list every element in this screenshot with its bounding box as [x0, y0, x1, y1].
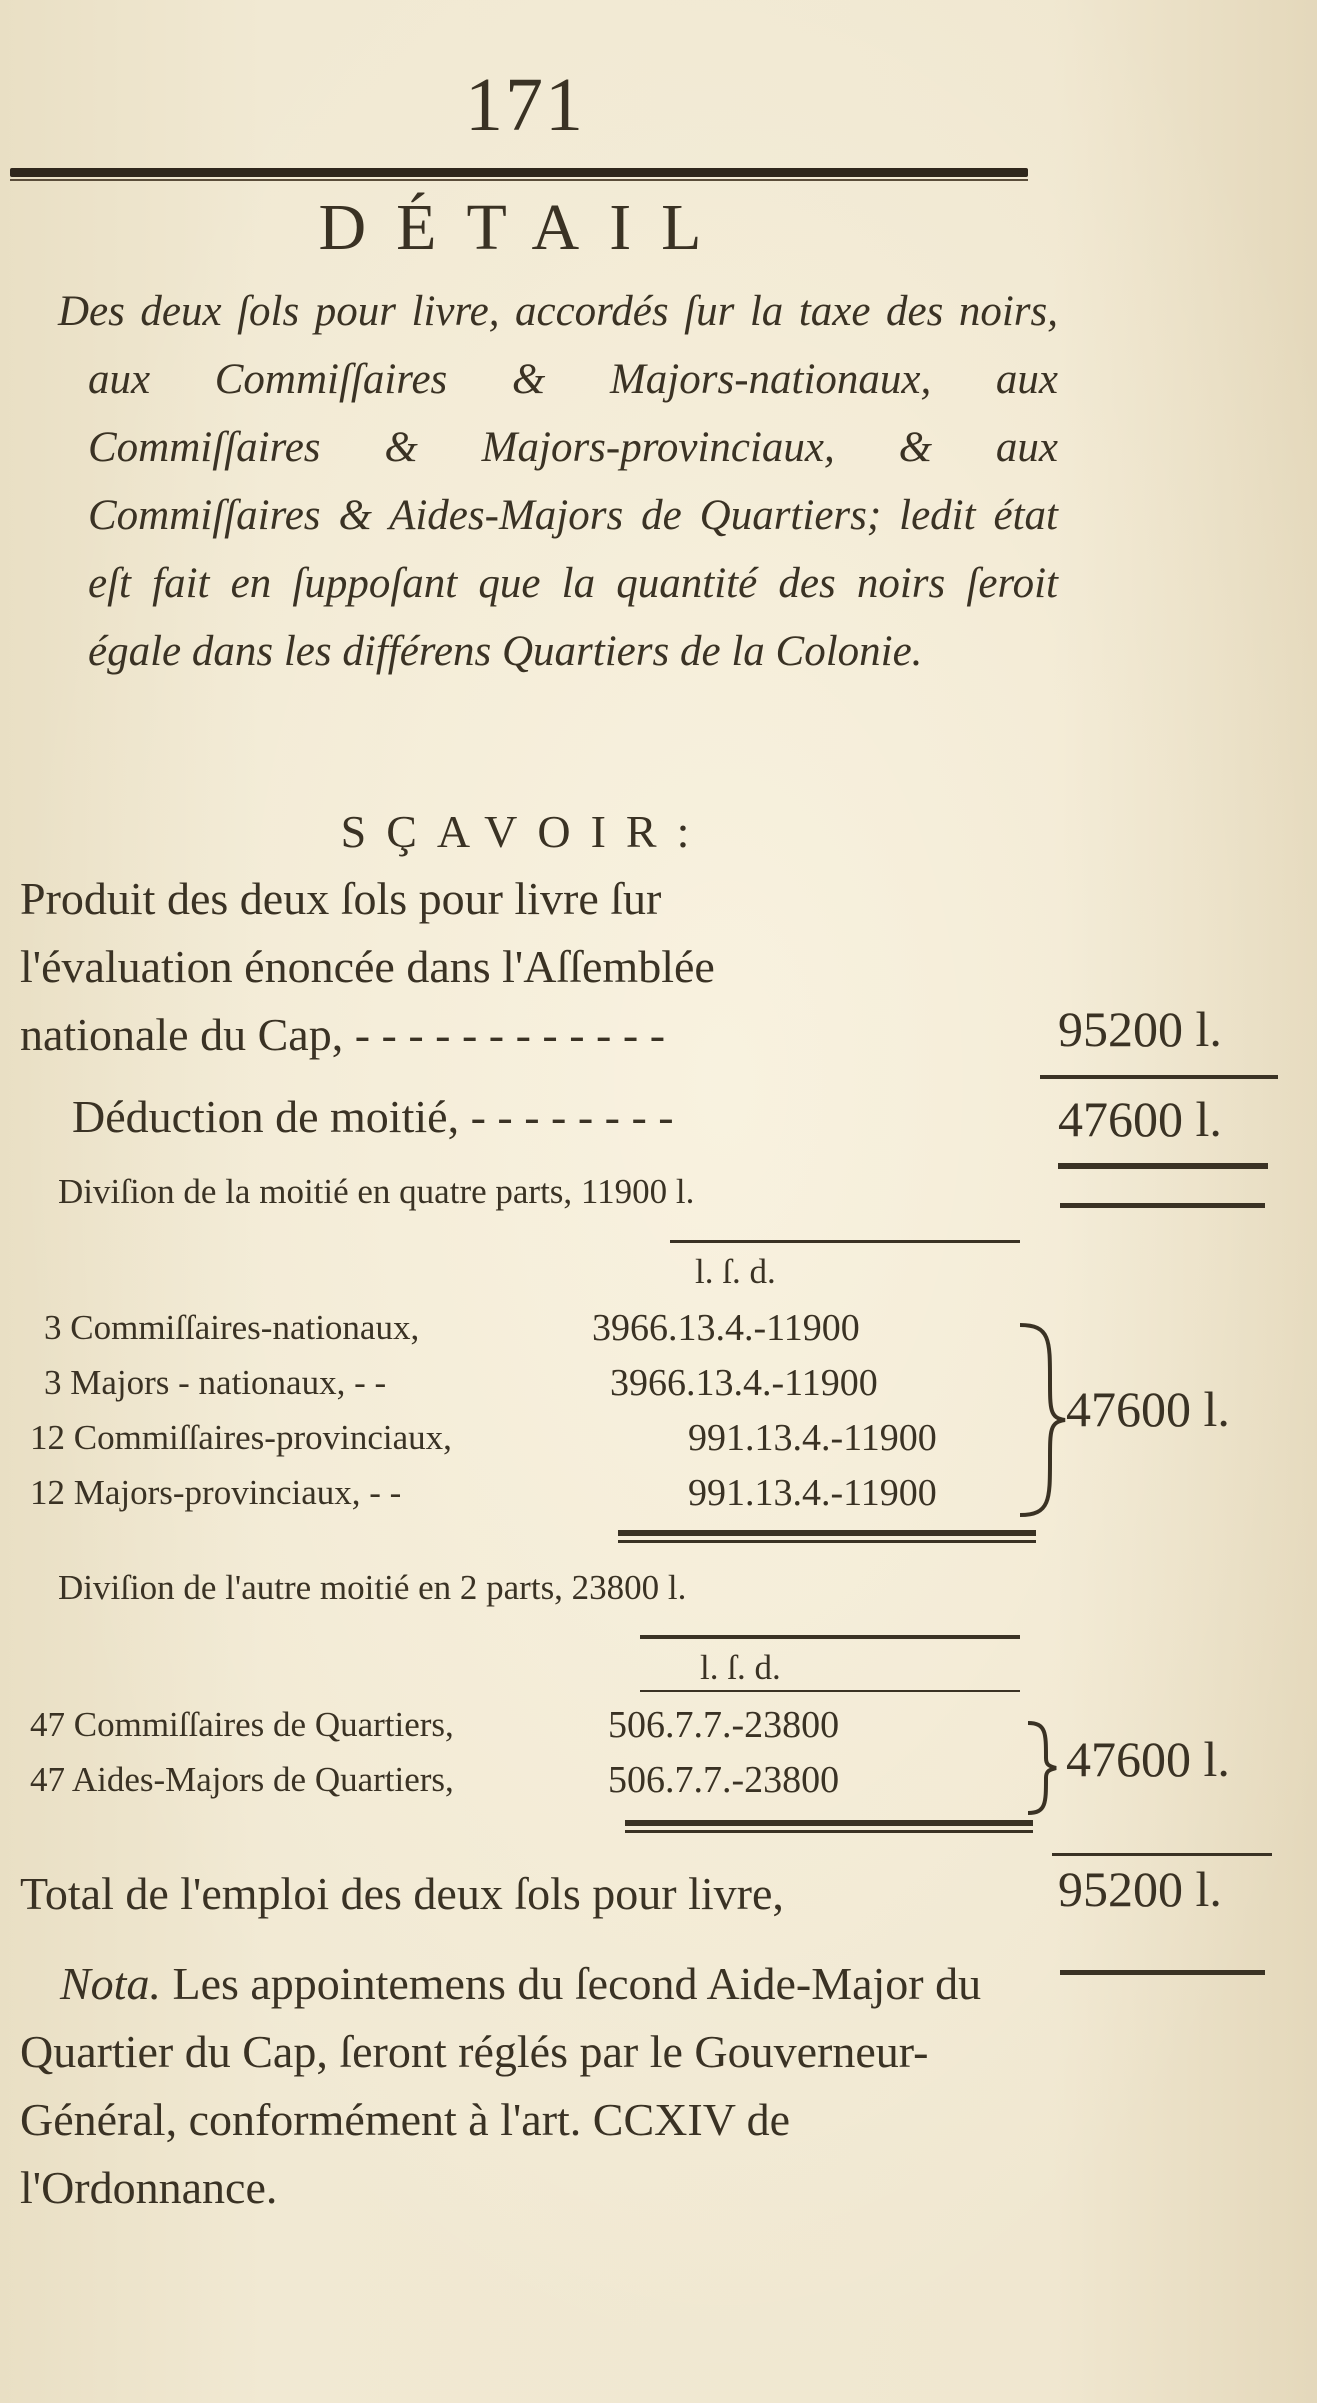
- division2-label: Diviſion de l'autre moitié en 2 parts, 23800 l.: [58, 1568, 687, 1607]
- produit-rule: [1040, 1075, 1278, 1079]
- division1-row-label: 12 Majors-provinciaux, - -: [30, 1473, 402, 1512]
- scavoir-heading: SÇAVOIR:: [340, 806, 710, 857]
- produit-line-2: l'évaluation énoncée dans l'Aſſemblée: [20, 941, 715, 992]
- total-amount: 95200 l.: [1058, 1861, 1222, 1917]
- header-rule: [10, 168, 1028, 177]
- page-number: 171: [465, 63, 585, 147]
- nota-paragraph: [20, 1950, 1030, 2222]
- deduction-rule: [1058, 1163, 1268, 1169]
- division2-total: 47600 l.: [1066, 1731, 1230, 1787]
- division2-header-underline: [640, 1690, 1020, 1692]
- division1-row-value: 991.13.4.-11900: [688, 1472, 937, 1514]
- division1-right-rule: [1060, 1203, 1265, 1208]
- division2-header-rule: [640, 1635, 1020, 1639]
- intro-paragraph: Des deux ſols pour livre, accordés ſur la taxe des noirs, aux Commiſſaires & Majors-nationaux, aux Commiſſaires & Majors-provinciaux, & aux Commiſſaires & Aides-Majors de Quartiers; ledit état eſt fait en ſuppoſant que la quantité des noirs ſeroit égale dans les différens Quartiers de la Colonie.: [58, 288, 1058, 675]
- deduction-label: Déduction de moitié, - - - - - - - -: [72, 1091, 674, 1142]
- division1-row-label: 3 Commiſſaires-nationaux,: [44, 1308, 420, 1347]
- division1-row-value: 3966.13.4.-11900: [592, 1307, 860, 1349]
- division1-total: 47600 l.: [1066, 1381, 1230, 1437]
- division1-bottom-rule: [618, 1530, 1036, 1536]
- division2-row-value: 506.7.7.-23800: [608, 1759, 840, 1801]
- section-title: DÉTAIL: [318, 191, 732, 264]
- division1-label: Diviſion de la moitié en quatre parts, 11900 l.: [58, 1172, 695, 1211]
- division1-row-label: 3 Majors - nationaux, - -: [44, 1363, 387, 1402]
- produit-amount: 95200 l.: [1058, 1001, 1222, 1057]
- division1-lsd-header: l. ſ. d.: [695, 1252, 776, 1291]
- division2-lsd-header: l. ſ. d.: [700, 1648, 781, 1687]
- division2-bottom-rule: [625, 1820, 1033, 1826]
- brace-icon: [1020, 1718, 1060, 1818]
- deduction-amount: 47600 l.: [1058, 1091, 1222, 1147]
- produit-line-1: Produit des deux ſols pour livre ſur: [20, 873, 662, 924]
- division2-row-value: 506.7.7.-23800: [608, 1704, 840, 1746]
- division2-row-label: 47 Aides-Majors de Quartiers,: [30, 1760, 454, 1799]
- division1-bottom-rule-2: [618, 1540, 1036, 1543]
- nota-lead: Nota.: [60, 1958, 161, 2009]
- produit-line-3: nationale du Cap, - - - - - - - - - - - -: [20, 1009, 666, 1060]
- nota-text: Les appointemens du ſecond Aide-Major du Quartier du Cap, ſeront réglés par le Gouverneur-Général, conformément à l'art. CCXIV de l'Ordonnance.: [20, 1958, 982, 2213]
- division2-bottom-rule-2: [625, 1830, 1033, 1833]
- total-bottom-rule: [1060, 1970, 1265, 1975]
- division1-row-value: 991.13.4.-11900: [688, 1417, 937, 1459]
- total-label: Total de l'emploi des deux ſols pour livre,: [20, 1868, 784, 1919]
- division1-header-rule: [670, 1240, 1020, 1243]
- brace-icon: [1010, 1320, 1070, 1520]
- division1-row-label: 12 Commiſſaires-provinciaux,: [30, 1418, 452, 1457]
- division2-row-label: 47 Commiſſaires de Quartiers,: [30, 1705, 454, 1744]
- division1-row-value: 3966.13.4.-11900: [610, 1362, 878, 1404]
- total-top-rule: [1052, 1853, 1272, 1856]
